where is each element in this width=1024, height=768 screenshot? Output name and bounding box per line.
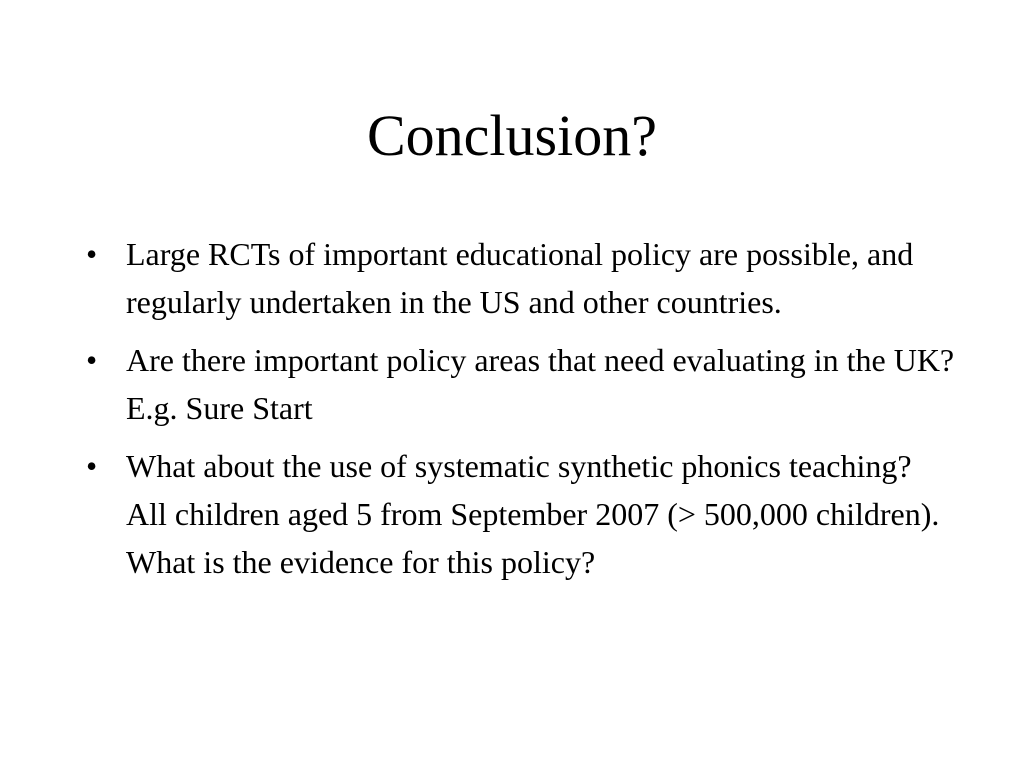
- bullet-item: [82, 336, 971, 432]
- bullet-text: Are there important policy areas that need evaluating in the UK? E.g. Sure Start: [126, 342, 971, 426]
- bullet-text: What about the use of systematic synthetic phonics teaching? All children aged 5 from September 2007 (> 500,000 children). What is the evidence for this policy?: [126, 448, 955, 580]
- bullet-text: Large RCTs of important educational policy are possible, and regularly undertaken in the US and other countries.: [126, 236, 922, 320]
- bullet-list: [82, 230, 971, 596]
- slide-title: Conclusion?: [367, 103, 657, 168]
- bullet-item: [82, 230, 962, 326]
- bullet-icon: •: [86, 236, 98, 272]
- bullet-icon: •: [86, 342, 98, 378]
- bullet-icon: •: [86, 448, 98, 484]
- bullet-item: [82, 442, 962, 586]
